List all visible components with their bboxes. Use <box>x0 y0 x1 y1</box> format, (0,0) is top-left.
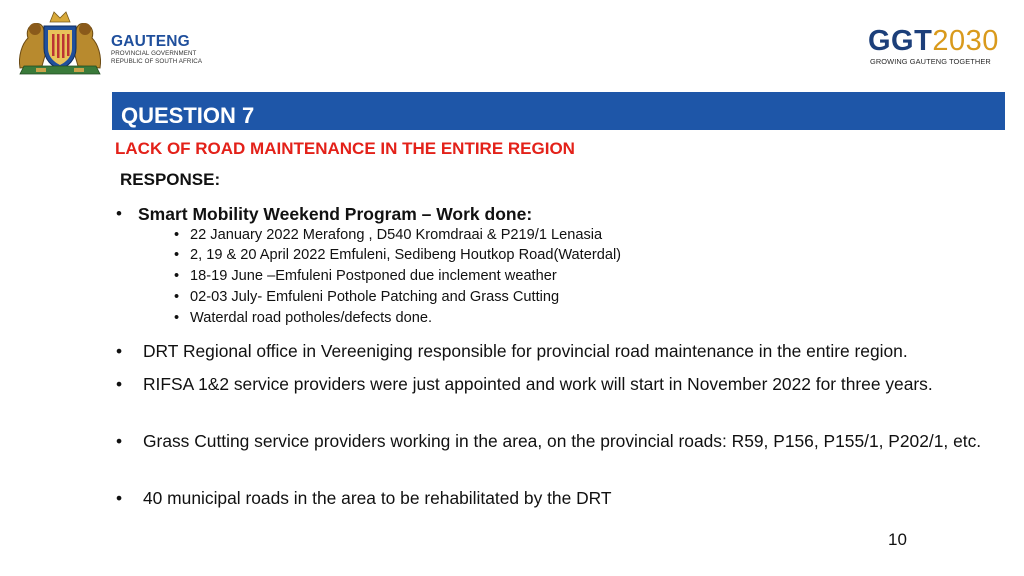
program-item-text: 02-03 July- Emfuleni Pothole Patching and Grass Cutting <box>190 289 560 305</box>
bullet-icon: • <box>174 289 180 305</box>
ggt-wordmark-year: 2030 <box>932 25 999 57</box>
bullet-text: DRT Regional office in Vereeniging responsible for provincial road maintenance in the entire region. <box>143 341 908 361</box>
bullet-text: RIFSA 1&2 service providers were just appointed and work will start in November 2022 for three years. <box>143 374 933 394</box>
ggt2030-tagline: GROWING GAUTENG TOGETHER <box>870 57 991 66</box>
program-item-text: 18-19 June –Emfuleni Postponed due inclement weather <box>190 268 557 284</box>
program-heading: Smart Mobility Weekend Program – Work done: <box>138 204 533 224</box>
slide-subheading: LACK OF ROAD MAINTENANCE IN THE ENTIRE REGION <box>115 139 575 158</box>
gauteng-logo <box>14 8 214 76</box>
bullet-icon: • <box>116 488 123 508</box>
coat-of-arms-icon <box>14 8 106 76</box>
question-banner <box>112 92 1005 130</box>
program-item-text: Waterdal road potholes/defects done. <box>190 310 433 326</box>
bullet-icon: • <box>116 431 123 451</box>
bullet-icon: • <box>116 341 123 361</box>
bullet-text: 40 municipal roads in the area to be rehabilitated by the DRT <box>143 488 612 508</box>
gauteng-subtitle-line2: REPUBLIC OF SOUTH AFRICA <box>111 58 203 65</box>
bullet-icon: • <box>116 204 122 223</box>
page-number: 10 <box>888 530 907 549</box>
bullet-icon: • <box>116 374 123 394</box>
slide-title: QUESTION 7 <box>121 103 255 128</box>
program-item-text: 2, 19 & 20 April 2022 Emfuleni, Sedibeng Houtkop Road(Waterdal) <box>190 247 622 263</box>
ggt2030-logo <box>868 26 1008 68</box>
bullet-icon: • <box>174 247 180 263</box>
ggt2030-wordmark <box>868 26 999 56</box>
ggt-wordmark-main: GGT <box>868 25 933 57</box>
bullet-icon: • <box>174 268 180 284</box>
gauteng-name: GAUTENG <box>111 33 190 50</box>
gauteng-subtitle-line1: PROVINCIAL GOVERNMENT <box>111 50 197 57</box>
response-label: RESPONSE: <box>120 170 221 189</box>
bullet-icon: • <box>174 227 180 243</box>
bullet-text: Grass Cutting service providers working in the area, on the provincial roads: R59, P156, P155/1, P202/1, etc. <box>143 431 982 451</box>
gauteng-wordmark <box>111 34 202 66</box>
program-item-text: 22 January 2022 Merafong , D540 Kromdraai & P219/1 Lenasia <box>190 227 603 243</box>
bullet-icon: • <box>174 310 180 326</box>
